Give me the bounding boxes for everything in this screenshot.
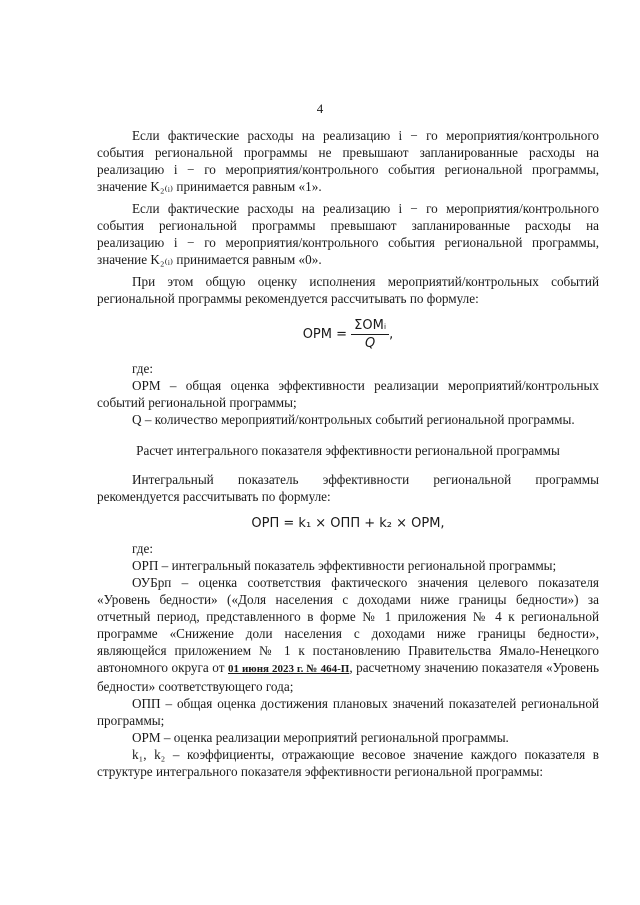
paragraph-expenses-not-exceed: Если фактические расходы на реализацию i − го мероприятия/контрольного события региональной программы не превышают запланированные расходы на реализацию i − го мероприятия/контрольного события региональной программы, значение K₂₍ᵢ₎ принимается равным «1».: [97, 128, 599, 194]
paragraph-expenses-exceed: Если фактические расходы на реализацию i − го мероприятия/контрольного события региональной программы превышают запланированные расходы на реализацию i − го мероприятия/контрольного события региональной программы, значение K₂₍ᵢ₎ принимается равным «0».: [97, 201, 599, 267]
definition-orp: ОРП – интегральный показатель эффективности региональной программы;: [132, 558, 557, 573]
formula-orm-fraction: [351, 317, 389, 352]
formula-orm-numerator: ΣОМᵢ: [351, 317, 389, 335]
definition-oub-suffix: , расчетному значению показателя «Уровень бедности» соответствующего года;: [97, 660, 600, 694]
definition-orm-short: ОРМ – оценка реализации мероприятий региональной программы.: [132, 730, 509, 745]
formula-orp: ОРП = k₁ × ОПП + k₂ × ОРМ,: [251, 516, 445, 531]
section-heading: Расчет интегрального показателя эффективности региональной программы: [136, 443, 560, 458]
decree-date: 01 июня 2023 г. № 464-П: [228, 663, 350, 675]
formula-orm-denominator: Q: [365, 336, 376, 351]
where-label-2: где:: [132, 541, 153, 556]
formula-orm-tail: ,: [389, 327, 394, 342]
paragraph-orp-intro: Интегральный показатель эффективности региональной программы рекомендуется рассчитывать по формуле:: [97, 472, 599, 504]
page-number: 4: [316, 101, 324, 116]
formula-orm-lhs: ОРМ =: [302, 327, 348, 342]
definition-oub: [97, 574, 599, 695]
definition-orm-general: ОРМ – общая оценка эффективности реализации мероприятий/контрольных событий региональной программы;: [97, 378, 599, 410]
definition-q: Q – количество мероприятий/контрольных событий региональной программы.: [132, 412, 575, 427]
definition-opp: ОПП – общая оценка достижения плановых значений показателей региональной программы;: [97, 696, 599, 728]
definition-coefficients: k₁, k₂ – коэффициенты, отражающие весовое значение каждого показателя в структуре интегрального показателя эффективности региональной программы:: [97, 747, 599, 779]
definition-oub-text: ОУБрп – оценка соответствия фактического значения целевого показателя «Уровень бедности» («Доля населения с доходами ниже границы бедности») за отчетный период, представленного в форме № 1 приложения № 4 к региональной программе «Снижение доли населения с доходами ниже границы бедности», являющейся приложением № 1 к постановлению Правительства Ямало-Ненецкого автономного округа от: [97, 575, 599, 675]
document-body: [97, 127, 599, 780]
paragraph-orm-intro: При этом общую оценку исполнения мероприятий/контрольных событий региональной программы рекомендуется рассчитывать по формуле:: [97, 274, 599, 306]
where-label-1: где:: [132, 361, 153, 376]
formula-orm: [97, 317, 599, 352]
